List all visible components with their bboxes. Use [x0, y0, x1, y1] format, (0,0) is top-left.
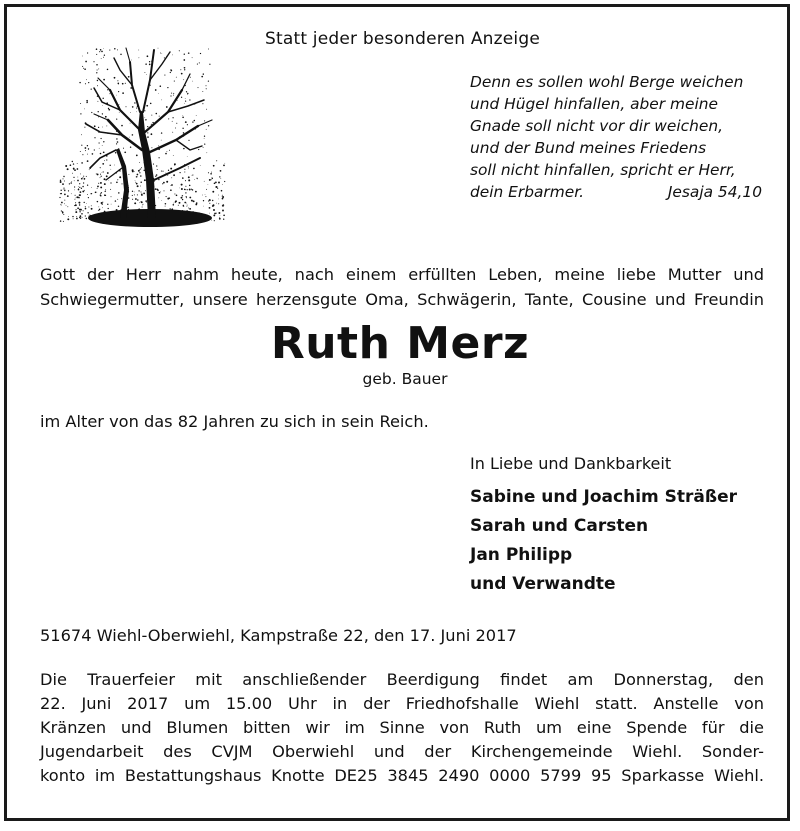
bible-verse	[470, 71, 762, 203]
address-line: 51674 Wiehl-Oberwiehl, Kampstraße 22, den 17. Juni 2017	[40, 626, 517, 645]
deceased-name: Ruth Merz	[270, 318, 530, 369]
verse-line: und der Bund meines Friedens	[470, 139, 707, 157]
funeral-line: Die Trauerfeier mit anschließender Beerdigung findet am Donnerstag, den	[40, 670, 764, 689]
age-text: im Alter von das 82 Jahren zu sich in sein Reich.	[40, 412, 429, 431]
tree-icon	[50, 40, 235, 240]
notice-heading: Statt jeder besonderen Anzeige	[265, 29, 540, 49]
funeral-line: Kränzen und Blumen bitten wir im Sinne von Ruth um eine Spende für die	[40, 718, 764, 737]
mourner-name: Jan Philipp	[470, 545, 573, 565]
verse-reference: Jesaja 54,10	[667, 183, 762, 201]
verse-line: dein Erbarmer.	[470, 183, 585, 201]
mourner-name: Sabine und Joachim Sträßer	[470, 487, 738, 507]
mourners-list	[470, 483, 737, 599]
maiden-name: geb. Bauer	[362, 370, 448, 388]
verse-line: und Hügel hinfallen, aber meine	[470, 95, 718, 113]
funeral-details	[40, 668, 764, 788]
verse-line: Denn es sollen wohl Berge weichen	[470, 73, 744, 91]
intro-text	[40, 262, 764, 312]
intro-line: Schwiegermutter, unsere herzensgute Oma, Schwägerin, Tante, Cousine und Freundin	[40, 290, 764, 309]
mourner-name: Sarah und Carsten	[470, 516, 649, 536]
funeral-line: Jugendarbeit des CVJM Oberwiehl und der Kirchengemeinde Wiehl. Sonder-	[40, 742, 764, 761]
mourner-name: und Verwandte	[470, 574, 616, 594]
verse-line: Gnade soll nicht vor dir weichen,	[470, 117, 723, 135]
intro-line: Gott der Herr nahm heute, nach einem erfüllten Leben, meine liebe Mutter und	[40, 265, 764, 284]
verse-line: soll nicht hinfallen, spricht er Herr,	[470, 161, 736, 179]
funeral-line: 22. Juni 2017 um 15.00 Uhr in der Friedhofshalle Wiehl statt. Anstelle von	[40, 694, 764, 713]
verse-last-line	[470, 181, 762, 203]
thanks-line: In Liebe und Dankbarkeit	[470, 454, 672, 473]
funeral-line: konto im Bestattungshaus Knotte DE25 3845 2490 0000 5799 95 Sparkasse Wiehl.	[40, 766, 764, 785]
